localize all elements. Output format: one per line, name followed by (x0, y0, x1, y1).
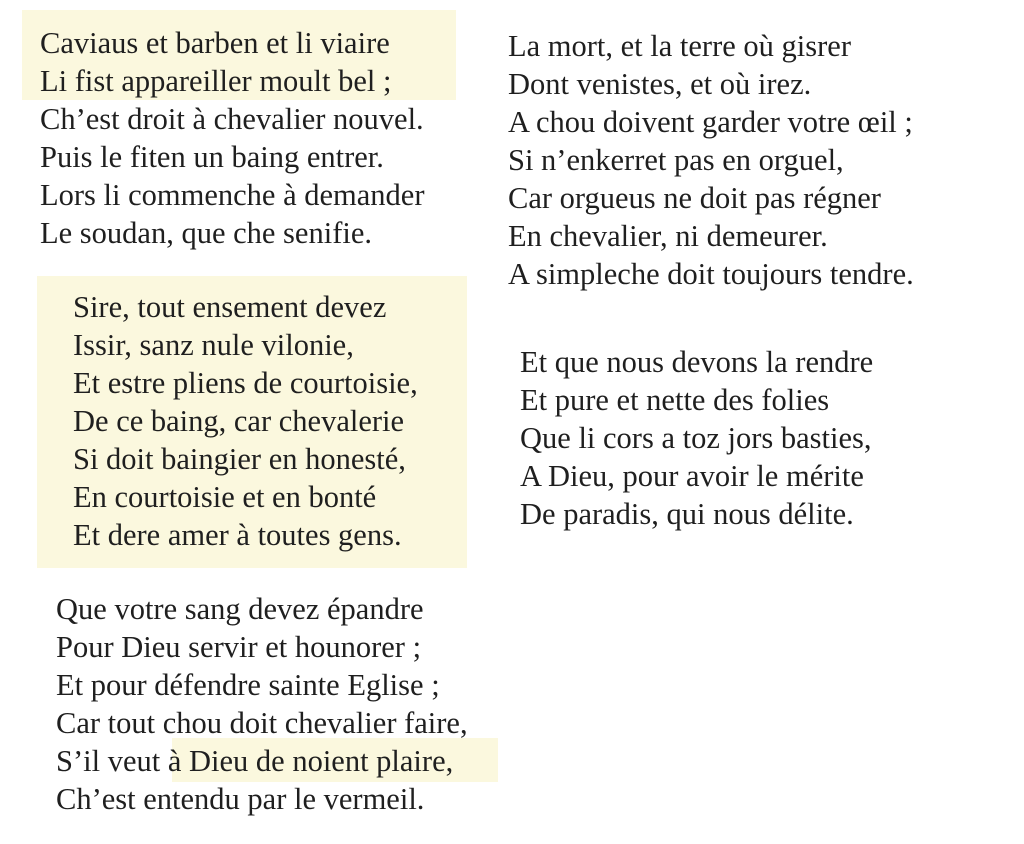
verse-line: Que li cors a toz jors basties, (520, 421, 872, 455)
verse-line: Lors li commenche à demander (40, 178, 425, 212)
verse-line: En courtoisie et en bonté (73, 480, 377, 514)
stanza-1 (40, 24, 424, 252)
verse-line: Et pure et nette des folies (520, 383, 830, 417)
verse-line: S’il veut à Dieu de noient plaire, (56, 744, 454, 778)
verse-line: Li fist appareiller moult bel ; (40, 64, 392, 98)
verse-line: Si doit baingier en honesté, (73, 442, 406, 476)
verse-line: Et que nous devons la rendre (520, 345, 874, 379)
verse-line: Ch’est droit à chevalier nouvel. (40, 102, 424, 136)
verse-line: A simpleche doit toujours tendre. (508, 257, 914, 291)
stanza-2 (73, 288, 418, 554)
verse-line: Car orgueus ne doit pas régner (508, 181, 881, 215)
verse-line: Puis le fiten un baing entrer. (40, 140, 384, 174)
verse-line: Et dere amer à toutes gens. (73, 518, 402, 552)
stanza-5 (520, 343, 873, 533)
verse-line: La mort, et la terre où gisrer (508, 29, 851, 63)
verse-line: A chou doivent garder votre œil ; (508, 105, 913, 139)
verse-line: Issir, sanz nule vilonie, (73, 328, 354, 362)
verse-line: Ch’est entendu par le vermeil. (56, 782, 425, 816)
verse-line: Que votre sang devez épandre (56, 592, 424, 626)
verse-line: Le soudan, que che senifie. (40, 216, 372, 250)
verse-line: De paradis, qui nous délite. (520, 497, 854, 531)
verse-line: En chevalier, ni demeurer. (508, 219, 828, 253)
stanza-3 (56, 590, 468, 818)
verse-line: Et pour défendre sainte Eglise ; (56, 668, 440, 702)
verse-line: Car tout chou doit chevalier faire, (56, 706, 468, 740)
verse-line: Pour Dieu servir et hounorer ; (56, 630, 422, 664)
verse-line: Sire, tout ensement devez (73, 290, 387, 324)
verse-line: A Dieu, pour avoir le mérite (520, 459, 864, 493)
verse-line: Si n’enkerret pas en orguel, (508, 143, 844, 177)
verse-line: Dont venistes, et où irez. (508, 67, 812, 101)
verse-line: Caviaus et barben et li viaire (40, 26, 390, 60)
stanza-4 (508, 27, 914, 293)
verse-line: Et estre pliens de courtoisie, (73, 366, 418, 400)
verse-line: De ce baing, car chevalerie (73, 404, 405, 438)
